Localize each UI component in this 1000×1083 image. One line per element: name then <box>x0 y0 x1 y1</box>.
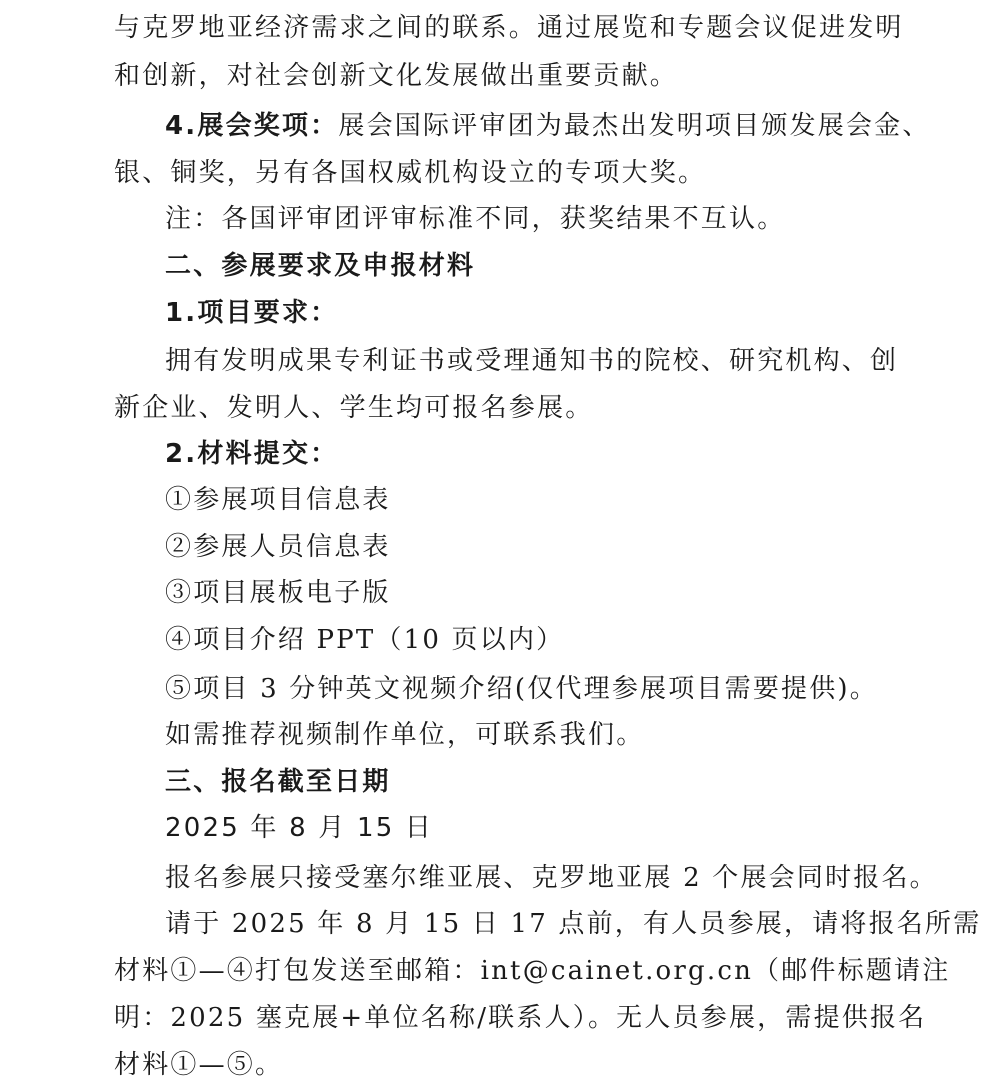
instruction-line-4: 材料①—⑤。 <box>114 1050 284 1080</box>
material-item-5: ⑤项目 3 分钟英文视频介绍(仅代理参展项目需要提供)。 <box>165 674 878 704</box>
deadline-date: 2025 年 8 月 15 日 <box>165 813 434 843</box>
intro-paragraph-line-2: 和创新，对社会创新文化发展做出重要贡献。 <box>114 61 679 91</box>
project-requirements-label: 1.项目要求： <box>165 298 339 328</box>
registration-rule: 报名参展只接受塞尔维亚展、克罗地亚展 2 个展会同时报名。 <box>165 863 938 893</box>
instruction-line-3: 明：2025 塞克展+单位名称/联系人）。无人员参展，需提供报名 <box>114 1003 927 1033</box>
project-requirements-line-2: 新企业、发明人、学生均可报名参展。 <box>114 393 594 423</box>
awards-label: 4.展会奖项： <box>165 111 339 141</box>
material-item-3: ③项目展板电子版 <box>165 578 391 608</box>
awards-paragraph-line-1 <box>165 110 931 142</box>
material-item-2: ②参展人员信息表 <box>165 532 391 562</box>
intro-paragraph-line-1: 与克罗地亚经济需求之间的联系。通过展览和专题会议促进发明 <box>114 13 904 43</box>
awards-note: 注：各国评审团评审标准不同，获奖结果不互认。 <box>165 204 786 234</box>
instruction-line-2: 材料①—④打包发送至邮箱：int@cainet.org.cn（邮件标题请注 <box>114 956 951 986</box>
project-requirements-line-1: 拥有发明成果专利证书或受理通知书的院校、研究机构、创 <box>165 346 899 376</box>
materials-label: 2.材料提交： <box>165 439 339 469</box>
material-item-1: ①参展项目信息表 <box>165 485 391 515</box>
instruction-line-1: 请于 2025 年 8 月 15 日 17 点前，有人员参展，请将报名所需 <box>165 909 982 939</box>
section-2-heading: 二、参展要求及申报材料 <box>165 251 476 281</box>
awards-paragraph-line-2: 银、铜奖，另有各国权威机构设立的专项大奖。 <box>114 158 707 188</box>
video-note: 如需推荐视频制作单位，可联系我们。 <box>165 720 645 750</box>
section-3-heading: 三、报名截至日期 <box>165 767 391 797</box>
material-item-4: ④项目介绍 PPT（10 页以内） <box>165 625 565 655</box>
awards-text: 展会国际评审团为最杰出发明项目颁发展会金、 <box>338 111 931 141</box>
